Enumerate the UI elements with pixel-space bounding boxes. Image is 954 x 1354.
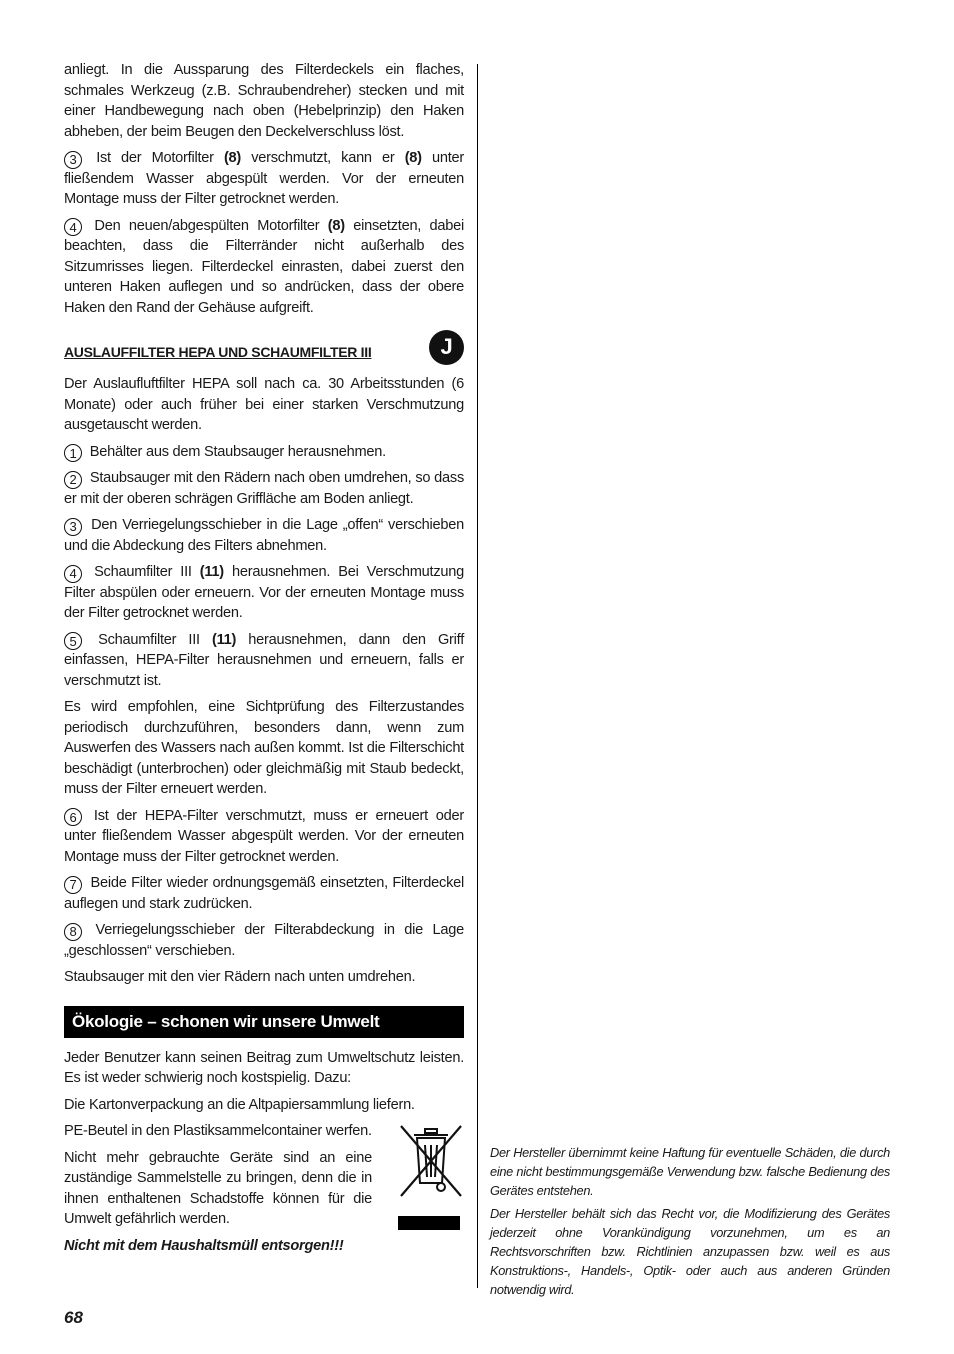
- eco-bin-row: [64, 1121, 464, 1236]
- text: Behälter aus dem Staubsauger herausnehmen.: [86, 443, 386, 460]
- circled-number: 4: [64, 565, 82, 583]
- circled-number: 1: [64, 444, 82, 462]
- text: herausnehmen, dann den Griff einfassen, HEPA-Filter herausnehmen und erneuern, falls er verschmutzt ist.: [64, 631, 464, 689]
- left-column: [64, 60, 464, 1262]
- step-hepa-2: [64, 468, 464, 509]
- text: Schaumfilter III: [86, 564, 200, 580]
- paragraph-check: Es wird empfohlen, eine Sichtprüfung des Filterzustandes periodisch durchzuführen, besonders dann, wenn zum Auswerfen des Wassers nach außen kommt. Ist die Filterschicht beschädigt (unterbrochen) oder gleichmäßig mit Staub bedeckt, muss der Filter erneuert werden.: [64, 699, 464, 797]
- eco-paragraph-3: PE-Beutel in den Plastiksammelcontainer werfen.: [64, 1123, 372, 1139]
- step-hepa-7: [64, 873, 464, 914]
- step-hepa-3: [64, 515, 464, 556]
- eco-paragraph-2: Die Kartonverpackung an die Altpapiersammlung liefern.: [64, 1096, 415, 1113]
- circled-number: 3: [64, 518, 82, 536]
- circled-number: 7: [64, 876, 82, 894]
- ref: (11): [211, 631, 237, 648]
- text: herausnehmen. Bei Verschmutzung Filter abspülen oder erneuern. Vor der erneuten Montage muss der Filter getrocknet werden.: [64, 564, 465, 621]
- circled-number: 5: [64, 632, 82, 650]
- step-hepa-6: [64, 806, 464, 868]
- circled-number: 3: [64, 151, 82, 169]
- step-hepa-1: [64, 442, 464, 463]
- circled-number: 6: [64, 808, 82, 826]
- section-heading-row: [64, 330, 464, 366]
- disclaimer-2: Der Hersteller behält sich das Recht vor, die Modifizierung des Gerätes jederzeit ohne Vorankündigung vorzunehmen, um es an Rechtsvorschriften bzw. Richtlinien anzupassen bzw. weil es aus Konstruktions-, Handels-, Optik- oder auch aus anderen Gründen notwendig wird.: [490, 1206, 890, 1297]
- text: Den Verriegelungsschieber in die Lage „offen“ verschieben und die Abdeckung des Filters abnehmen.: [64, 517, 464, 554]
- eco-bin-text: [64, 1121, 372, 1236]
- step-hepa-8: [64, 920, 464, 961]
- ref: (11): [199, 564, 224, 580]
- right-column: [490, 1143, 890, 1303]
- circled-number: 8: [64, 923, 82, 941]
- page-number: 68: [64, 1308, 83, 1327]
- text: verschmutzt, kann er: [241, 150, 405, 166]
- weee-symbol: [398, 1123, 464, 1236]
- step-motor-3: [64, 148, 464, 210]
- paragraph-intro: anliegt. In die Aussparung des Filterdeckels ein flaches, schmales Werkzeug (z.B. Schraubendreher) stecken und mit einer Handbewegung nach oben (Hebelprinzip) den Haken abheben, der beim Beugen den Deckelverschluss löst.: [64, 62, 464, 140]
- disclaimer-1: Der Hersteller übernimmt keine Haftung für eventuelle Schäden, die durch eine nicht bestimmungsgemäße Verwendung bzw. falsche Bedienung des Gerätes entstehen.: [490, 1145, 890, 1198]
- text: Verriegelungsschieber der Filterabdeckung in die Lage „geschlossen“ verschieben.: [64, 922, 464, 959]
- crossed-out-wheelie-bin-icon: [398, 1123, 464, 1199]
- circled-number: 4: [64, 218, 82, 236]
- section-badge: J: [429, 330, 464, 365]
- step-hepa-5: [64, 630, 464, 692]
- weee-bar: [398, 1216, 460, 1230]
- text: Staubsauger mit den Rädern nach oben umdrehen, so dass er mit der oberen schrägen Griffläche am Boden anliegt.: [64, 470, 464, 507]
- text: Beide Filter wieder ordnungsgemäß einsetzten, Filterdeckel auflegen und stark zudrücken.: [64, 875, 464, 912]
- text: Den neuen/abgespülten Motorfilter: [86, 217, 328, 234]
- ref: (8): [223, 150, 242, 166]
- eco-warning: Nicht mit dem Haushaltsmüll entsorgen!!!: [64, 1237, 344, 1254]
- step-hepa-4: [64, 562, 464, 624]
- paragraph-turn: Staubsauger mit den vier Rädern nach unten umdrehen.: [64, 969, 416, 985]
- text: unter fließendem Wasser abgespült werden. Vor der erneuten Montage muss der Filter getrocknet werden.: [64, 150, 464, 207]
- eco-paragraph-4: Nicht mehr gebrauchte Geräte sind an eine zuständige Sammelstelle zu bringen, denn die in ihnen enthaltenen Schadstoffe können für die Umwelt gefährlich werden.: [64, 1149, 372, 1227]
- text: einsetzten, dabei beachten, dass die Filterränder nicht außerhalb des Sitzumrisses liegen. Filterdeckel einrasten, dabei zuerst den unteren Haken auflegen und so andrücken, dass der obere Haken den Rand der Gehäuse aufgreift.: [64, 217, 464, 316]
- ref: (8): [404, 150, 422, 166]
- paragraph-hepa: Der Auslaufluftfilter HEPA soll nach ca. 30 Arbeitsstunden (6 Monate) oder auch früher bei einer starken Verschmutzung ausgetauscht werden.: [64, 376, 464, 433]
- column-divider: [477, 64, 478, 1288]
- text: Ist der Motorfilter: [86, 150, 224, 166]
- ref: (8): [327, 217, 345, 234]
- eco-heading: Ökologie – schonen wir unsere Umwelt: [64, 1006, 464, 1038]
- eco-paragraph-1: Jeder Benutzer kann seinen Beitrag zum Umweltschutz leisten. Es ist weder schwierig noch kostspielig. Dazu:: [64, 1049, 464, 1086]
- circled-number: 2: [64, 471, 82, 489]
- text: Schaumfilter III: [86, 631, 212, 648]
- step-motor-4: [64, 216, 464, 319]
- section-heading: AUSLAUFFILTER HEPA UND SCHAUMFILTER III: [64, 344, 372, 360]
- text: Ist der HEPA-Filter verschmutzt, muss er erneuert oder unter fließendem Wasser abgespült werden. Vor der erneuten Montage muss der Filter getrocknet werden.: [64, 807, 464, 865]
